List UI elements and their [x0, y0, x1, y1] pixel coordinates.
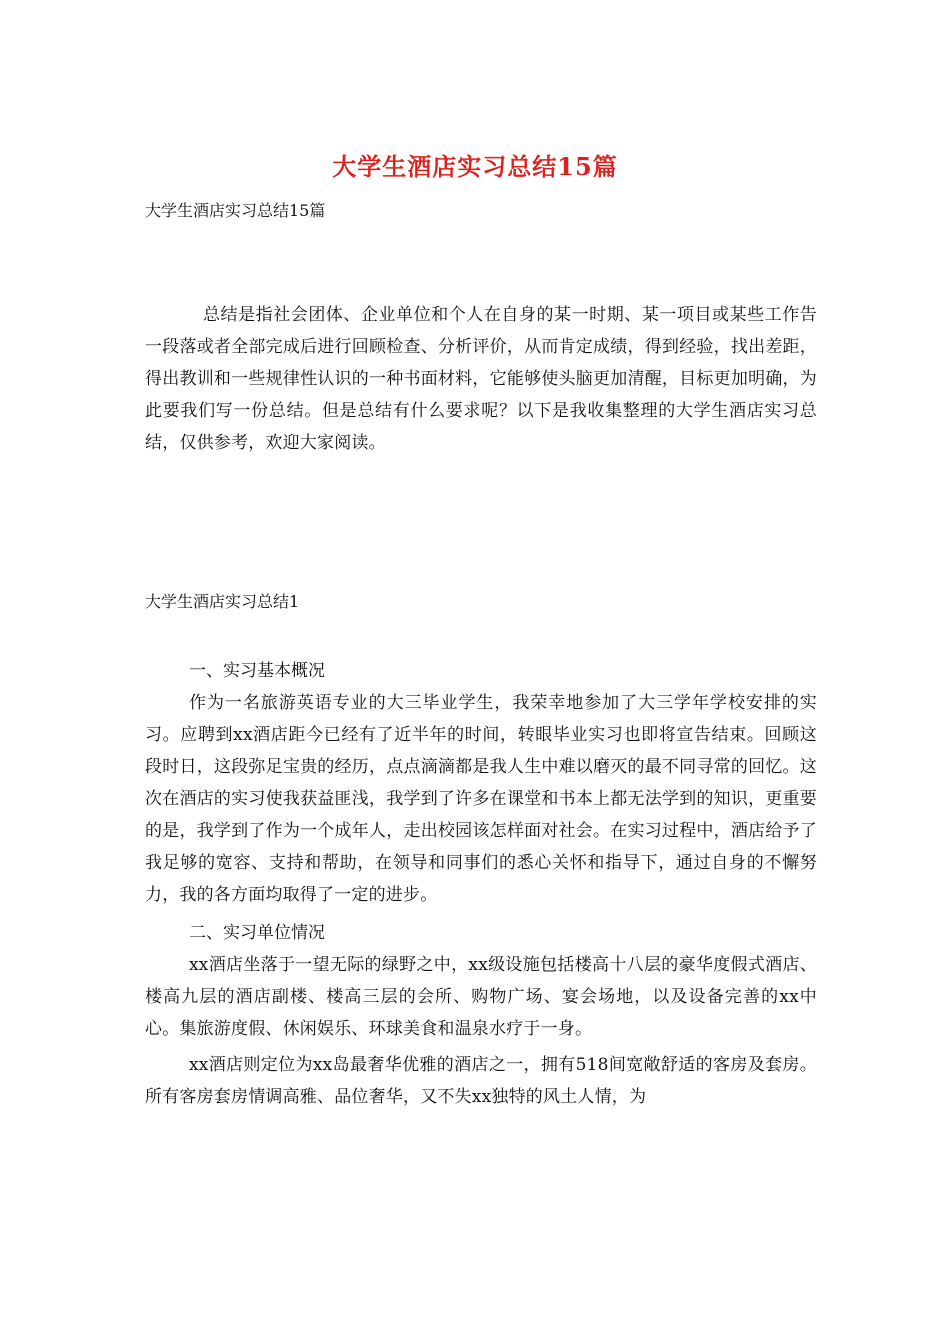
document-title: 大学生酒店实习总结15篇: [332, 152, 618, 181]
body-paragraph-3: xx酒店则定位为xx岛最奢华优雅的酒店之一，拥有518间宽敞舒适的客房及套房。所有客房套房情调高雅、品位奢华，又不失xx独特的风土人情，为: [145, 1055, 817, 1107]
section-title: 大学生酒店实习总结1: [145, 592, 300, 611]
section-heading-2: 二、实习单位情况: [189, 923, 325, 943]
body-paragraph-1: 作为一名旅游英语专业的大三毕业学生，我荣幸地参加了大三学年学校安排的实习。应聘到xx酒店距今已经有了近半年的时间，转眼毕业实习也即将宣告结束。回顾这段时日，这段弥足宝贵的经历，点点滴滴都是我人生中难以磨灭的最不同寻常的回忆。这次在酒店的实习使我获益匪浅，我学到了许多在课堂和书本上都无法学到的知识，更重要的是，我学到了作为一个成年人，走出校园该怎样面对社会。在实习过程中，酒店给予了我足够的宽容、支持和帮助，在领导和同事们的悉心关怀和指导下，通过自身的不懈努力，我的各方面均取得了一定的进步。: [145, 693, 817, 905]
intro-paragraph: 总结是指社会团体、企业单位和个人在自身的某一时期、某一项目或某些工作告一段落或者全部完成后进行回顾检查、分析评价，从而肯定成绩，得到经验，找出差距，得出教训和一些规律性认识的一种书面材料，它能够使头脑更加清醒，目标更加明确，为此要我们写一份总结。但是总结有什么要求呢？以下是我收集整理的大学生酒店实习总结，仅供参考，欢迎大家阅读。: [145, 305, 817, 453]
section-heading-1: 一、实习基本概况: [189, 661, 325, 681]
document-subtitle: 大学生酒店实习总结15篇: [145, 201, 326, 220]
section-body: [145, 655, 817, 1119]
body-paragraph-2: xx酒店坐落于一望无际的绿野之中，xx级设施包括楼高十八层的豪华度假式酒店、楼高九层的酒店副楼、楼高三层的会所、购物广场、宴会场地，以及设备完善的xx中心。集旅游度假、休闲娱乐、环球美食和温泉水疗于一身。: [145, 955, 817, 1039]
